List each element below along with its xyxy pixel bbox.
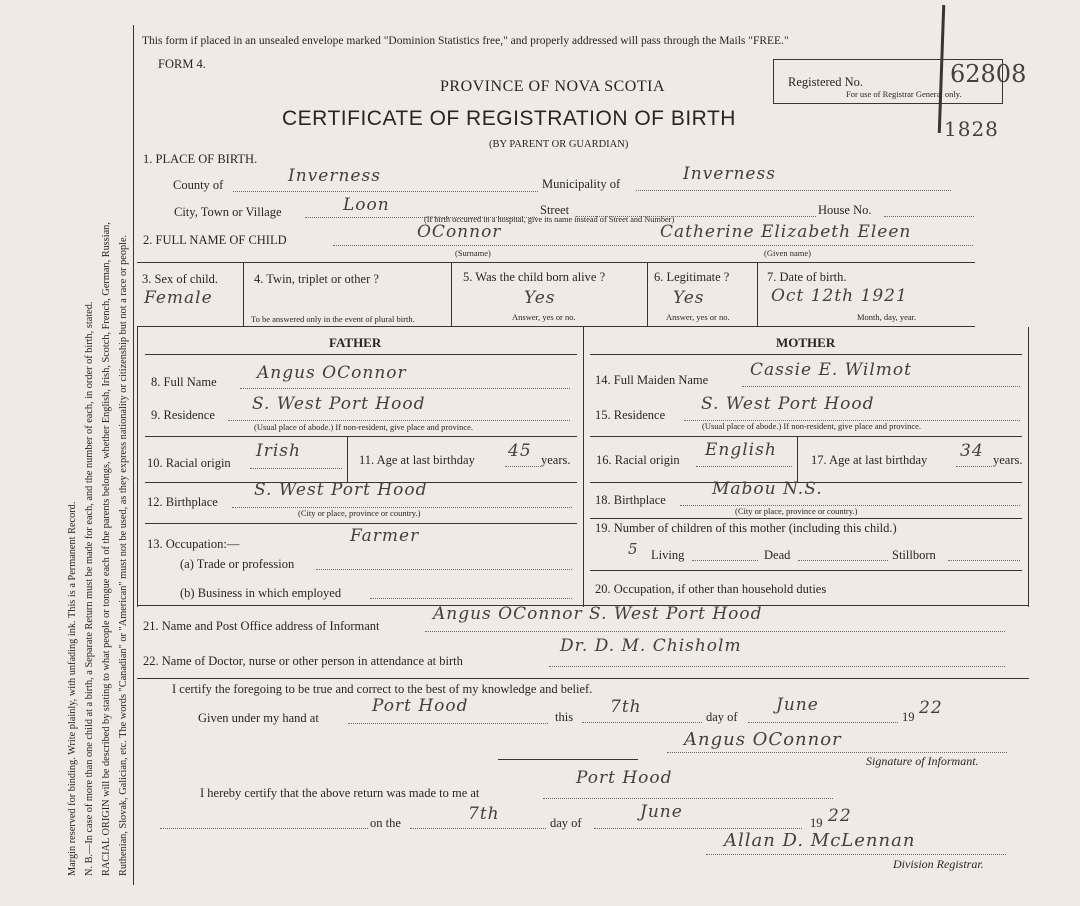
mother-birthplace-note: (City or place, province or country.)	[735, 506, 858, 516]
father-business-label: (b) Business in which employed	[180, 586, 342, 600]
mother-age-value: 34	[960, 441, 984, 461]
given-under-hand-label: Given under my hand at	[198, 711, 319, 725]
birth-date-label: 7. Date of birth.	[767, 270, 847, 284]
sex-value: Female	[144, 288, 213, 308]
father-residence-note: (Usual place of abode.) If non-resident, give place and province.	[254, 422, 474, 432]
sex-label: 3. Sex of child.	[142, 272, 219, 286]
given-place-value: Port Hood	[372, 696, 469, 716]
child-given-name-value: Catherine Elizabeth Eleen	[660, 222, 912, 242]
informant-label: 21. Name and Post Office address of Informant	[143, 619, 380, 633]
father-age-years: years.	[541, 453, 571, 467]
county-value: Inverness	[288, 166, 381, 186]
margin-note-separate-return: N. B.—In case of more than one child at a birth, a Separate Return must be made for each, and the number of each, in order of birth, stated.	[84, 301, 95, 876]
form-number: FORM 4.	[158, 57, 206, 71]
twin-note: To be answered only in the event of plural birth.	[251, 314, 415, 324]
father-residence-label: 9. Residence	[151, 408, 215, 422]
postal-note: This form if placed in an unsealed envelope marked "Dominion Statistics free," and properly addressed will pass through the Mails "FREE."	[142, 35, 789, 47]
living-label: Living	[651, 548, 685, 562]
registrar-signature: Allan D. McLennan	[724, 830, 916, 851]
father-occupation-label: 13. Occupation:—	[147, 537, 240, 551]
given-name-caption: (Given name)	[764, 248, 811, 258]
registrar-day-of-label: day of	[550, 816, 582, 830]
certify-statement: I certify the foregoing to be true and correct to the best of my knowledge and belief.	[172, 682, 593, 696]
twin-label: 4. Twin, triplet or other ?	[254, 272, 379, 286]
city-value: Loon	[343, 195, 390, 215]
registrar-month-value: June	[640, 802, 683, 822]
father-age-label: 11. Age at last birthday	[359, 453, 475, 467]
mother-name-value: Cassie E. Wilmot	[750, 360, 912, 380]
stillborn-label: Stillborn	[892, 548, 936, 562]
county-label: County of	[173, 178, 224, 192]
registrar-year-prefix: 19	[810, 816, 823, 830]
margin-rule	[133, 25, 134, 885]
hospital-note: (If birth occurred in a hospital, give its name instead of Street and Number)	[424, 215, 675, 224]
mother-residence-note: (Usual place of abode.) If non-resident, give place and province.	[702, 421, 922, 431]
mother-heading: MOTHER	[776, 335, 836, 350]
registrar-statement: I hereby certify that the above return was made to me at	[200, 786, 480, 800]
province-heading: PROVINCE OF NOVA SCOTIA	[440, 78, 666, 95]
father-trade-label: (a) Trade or profession	[180, 557, 295, 571]
dead-label: Dead	[764, 548, 791, 562]
birth-date-value: Oct 12th 1921	[771, 286, 908, 306]
on-the-label: on the	[370, 816, 401, 830]
children-count-label: 19. Number of children of this mother (including this child.)	[595, 521, 897, 535]
year-prefix: 19	[902, 710, 915, 724]
municipality-value: Inverness	[683, 164, 776, 184]
margin-note-racial-origin: RACIAL ORIGIN will be described by stating to what people or tongue each of the parents belongs, whether English, Irish, Scotch, French, German, Russian,	[101, 222, 112, 876]
month-value: June	[776, 695, 819, 715]
father-name-label: 8. Full Name	[151, 375, 217, 389]
registrar-year-value: 22	[828, 806, 852, 826]
city-label: City, Town or Village	[174, 205, 282, 219]
this-label: this	[555, 710, 574, 724]
child-surname-value: OConnor	[417, 222, 502, 242]
place-of-birth-label: 1. PLACE OF BIRTH.	[143, 152, 258, 166]
day-of-label: day of	[706, 710, 738, 724]
legitimate-note: Answer, yes or no.	[666, 312, 730, 322]
stamp-number: 1828	[944, 117, 999, 141]
surname-caption: (Surname)	[455, 248, 491, 258]
father-racial-label: 10. Racial origin	[147, 456, 231, 470]
birth-date-note: Month, day, year.	[857, 312, 917, 322]
municipality-label: Municipality of	[542, 177, 621, 191]
father-heading: FATHER	[329, 335, 382, 350]
registered-number: 62808	[950, 60, 1027, 88]
separator-line	[498, 759, 638, 760]
mother-age-years: years.	[993, 453, 1023, 467]
doctor-value: Dr. D. M. Chisholm	[560, 636, 742, 656]
father-birthplace-label: 12. Birthplace	[147, 495, 218, 509]
registered-label: Registered No.	[788, 75, 863, 89]
legitimate-label: 6. Legitimate ?	[654, 270, 730, 284]
alive-note: Answer, yes or no.	[512, 312, 576, 322]
street-label: Street	[540, 203, 570, 217]
mother-racial-value: English	[705, 440, 777, 460]
informant-signature-caption: Signature of Informant.	[866, 754, 979, 768]
registrar-place-value: Port Hood	[576, 768, 673, 788]
mother-racial-label: 16. Racial origin	[596, 453, 680, 467]
mother-residence-value: S. West Port Hood	[701, 394, 875, 414]
doctor-label: 22. Name of Doctor, nurse or other person in attendance at birth	[143, 654, 463, 668]
living-value: 5	[628, 540, 639, 558]
mother-name-label: 14. Full Maiden Name	[595, 373, 709, 387]
margin-note-binding: Margin reserved for binding. Write plainly, with unfading ink. This is a Permanent Record.	[67, 501, 78, 876]
father-name-value: Angus OConnor	[257, 363, 407, 383]
registrar-note: For use of Registrar General only.	[846, 89, 962, 99]
margin-note-racial-origin-cont: Ruthenian, Slovak, Galician, etc. The words "Canadian" or "American" must not be used, as they express nationality or citizenship but not a race or people.	[118, 234, 129, 876]
mother-residence-label: 15. Residence	[595, 408, 666, 422]
mother-age-label: 17. Age at last birthday	[811, 453, 928, 467]
father-birthplace-note: (City or place, province or country.)	[298, 508, 421, 518]
registered-number-box	[773, 59, 1027, 104]
child-name-label: 2. FULL NAME OF CHILD	[143, 233, 287, 247]
alive-label: 5. Was the child born alive ?	[463, 270, 606, 284]
father-residence-value: S. West Port Hood	[252, 394, 426, 414]
informant-value: Angus OConnor S. West Port Hood	[433, 604, 763, 624]
house-no-label: House No.	[818, 203, 872, 217]
year-value: 22	[919, 698, 943, 718]
father-birthplace-value: S. West Port Hood	[254, 480, 428, 500]
alive-value: Yes	[524, 288, 556, 308]
day-value: 7th	[610, 697, 642, 717]
father-age-value: 45	[508, 441, 532, 461]
mother-birthplace-value: Mabou N.S.	[712, 479, 823, 499]
father-occupation-value: Farmer	[350, 526, 420, 546]
page-title: CERTIFICATE OF REGISTRATION OF BIRTH	[282, 107, 736, 130]
legitimate-value: Yes	[673, 288, 705, 308]
father-racial-value: Irish	[256, 441, 301, 461]
mother-birthplace-label: 18. Birthplace	[595, 493, 666, 507]
registrar-caption: Division Registrar.	[893, 857, 984, 871]
registrar-day-value: 7th	[468, 804, 500, 824]
informant-signature: Angus OConnor	[684, 729, 842, 750]
mother-occupation-label: 20. Occupation, if other than household duties	[595, 582, 827, 596]
page-subtitle: (BY PARENT OR GUARDIAN)	[489, 139, 629, 150]
